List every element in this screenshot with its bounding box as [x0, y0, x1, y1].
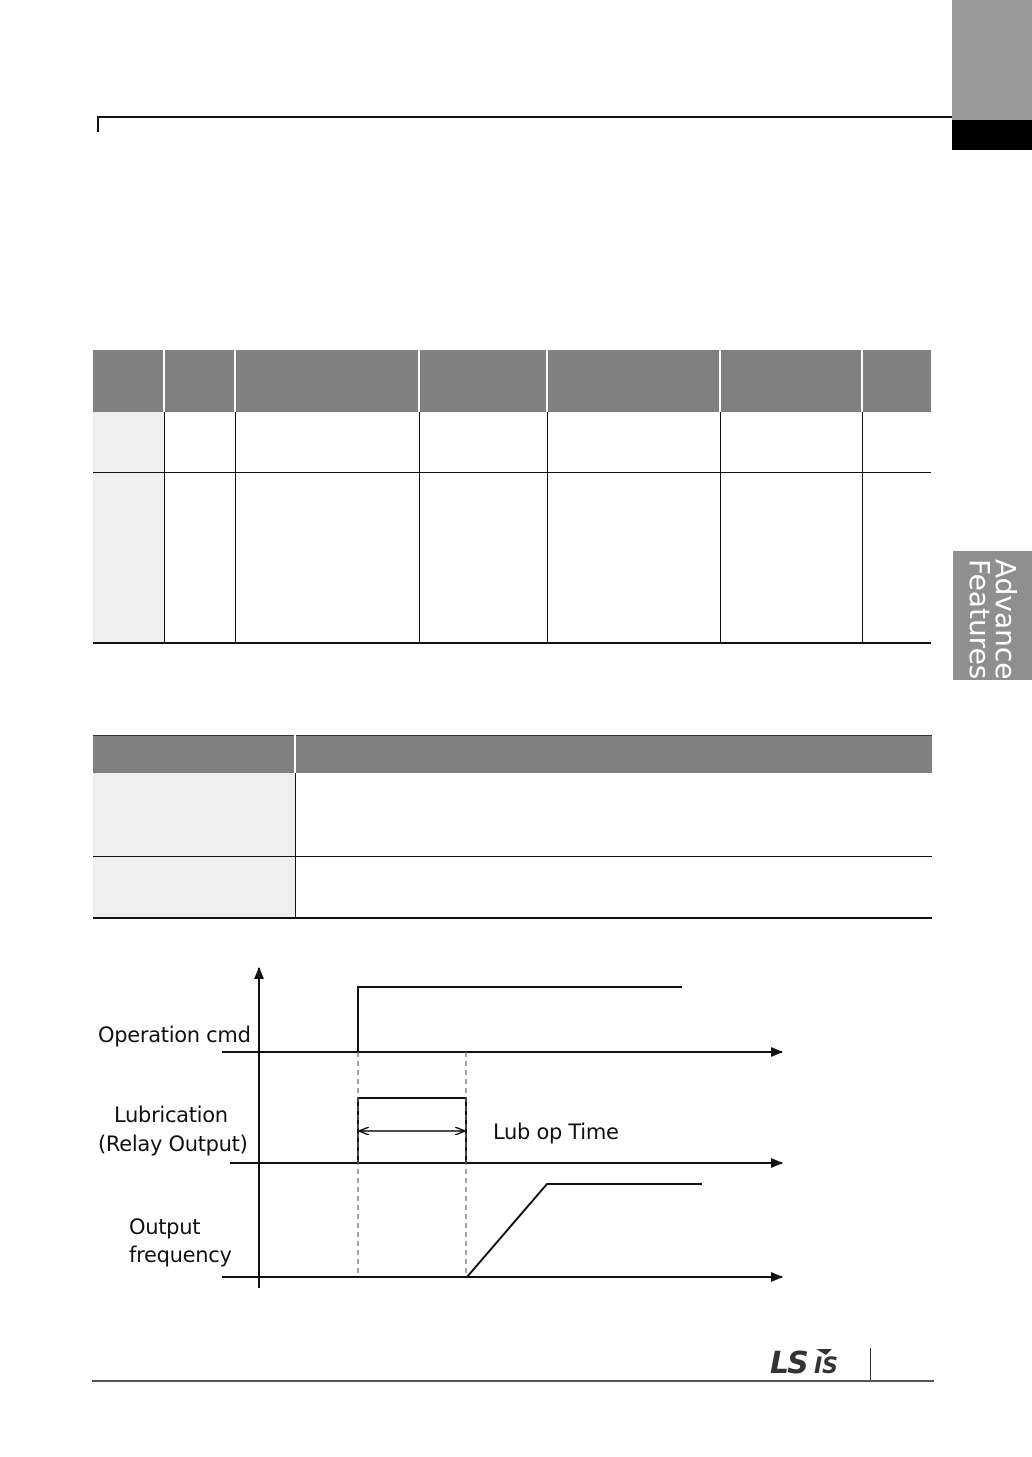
table-header-cell — [235, 350, 419, 412]
table-header-cell — [720, 350, 862, 412]
table-row — [93, 412, 931, 473]
ls-is-logo — [770, 1343, 854, 1377]
table-header-row — [93, 350, 931, 412]
svg-text:LS: LS — [770, 1346, 807, 1377]
table-row — [93, 473, 931, 644]
table-header-cell — [164, 350, 235, 412]
table-row — [93, 773, 932, 857]
table-cell — [295, 773, 932, 857]
setting-description-table — [93, 735, 932, 919]
header-rule — [97, 116, 952, 118]
table-cell — [93, 857, 295, 919]
parameter-table — [93, 350, 931, 644]
table-cell — [164, 412, 235, 473]
table-header-cell — [295, 736, 932, 774]
side-tab-line1: Advanced — [989, 559, 1023, 698]
lubrication-label-line2: (Relay Output) — [98, 1132, 248, 1156]
chapter-tab-black — [952, 120, 1032, 150]
table-cell — [235, 412, 419, 473]
table-cell — [295, 857, 932, 919]
header-rule-tick — [97, 116, 99, 132]
output-frequency-label-line1: Output — [129, 1215, 201, 1239]
table-row — [93, 857, 932, 919]
table-header-cell — [862, 350, 931, 412]
footer-rule — [92, 1380, 934, 1382]
table-cell — [547, 473, 720, 644]
table-cell — [93, 773, 295, 857]
table-cell — [547, 412, 720, 473]
lub-op-time-label: Lub op Time — [493, 1120, 619, 1144]
output-frequency-label-line2: frequency — [129, 1243, 232, 1267]
lubrication-label-line1: Lubrication — [114, 1103, 228, 1127]
table-cell — [235, 473, 419, 644]
table-header-cell — [93, 736, 295, 774]
table-cell — [720, 473, 862, 644]
table-cell — [419, 412, 547, 473]
table-cell — [164, 473, 235, 644]
chapter-tab-gray — [952, 0, 1032, 120]
side-tab-line2: Features — [963, 559, 997, 680]
table-cell — [93, 473, 164, 644]
table-header-row — [93, 736, 932, 774]
table-cell — [862, 473, 931, 644]
table-cell — [419, 473, 547, 644]
side-tab-text — [953, 551, 1032, 698]
table-cell — [93, 412, 164, 473]
svg-text:IS: IS — [814, 1354, 839, 1377]
side-chapter-tab[interactable] — [953, 551, 1032, 698]
operation-cmd-label: Operation cmd — [98, 1023, 251, 1047]
table-cell — [720, 412, 862, 473]
operation-cmd-signal — [358, 987, 682, 1052]
table-header-cell — [547, 350, 720, 412]
output-frequency-signal — [467, 1184, 702, 1277]
lubrication-timing-diagram — [90, 960, 810, 1295]
table-header-cell — [419, 350, 547, 412]
footer-separator — [870, 1348, 871, 1380]
table-header-cell — [93, 350, 164, 412]
table-cell — [862, 412, 931, 473]
